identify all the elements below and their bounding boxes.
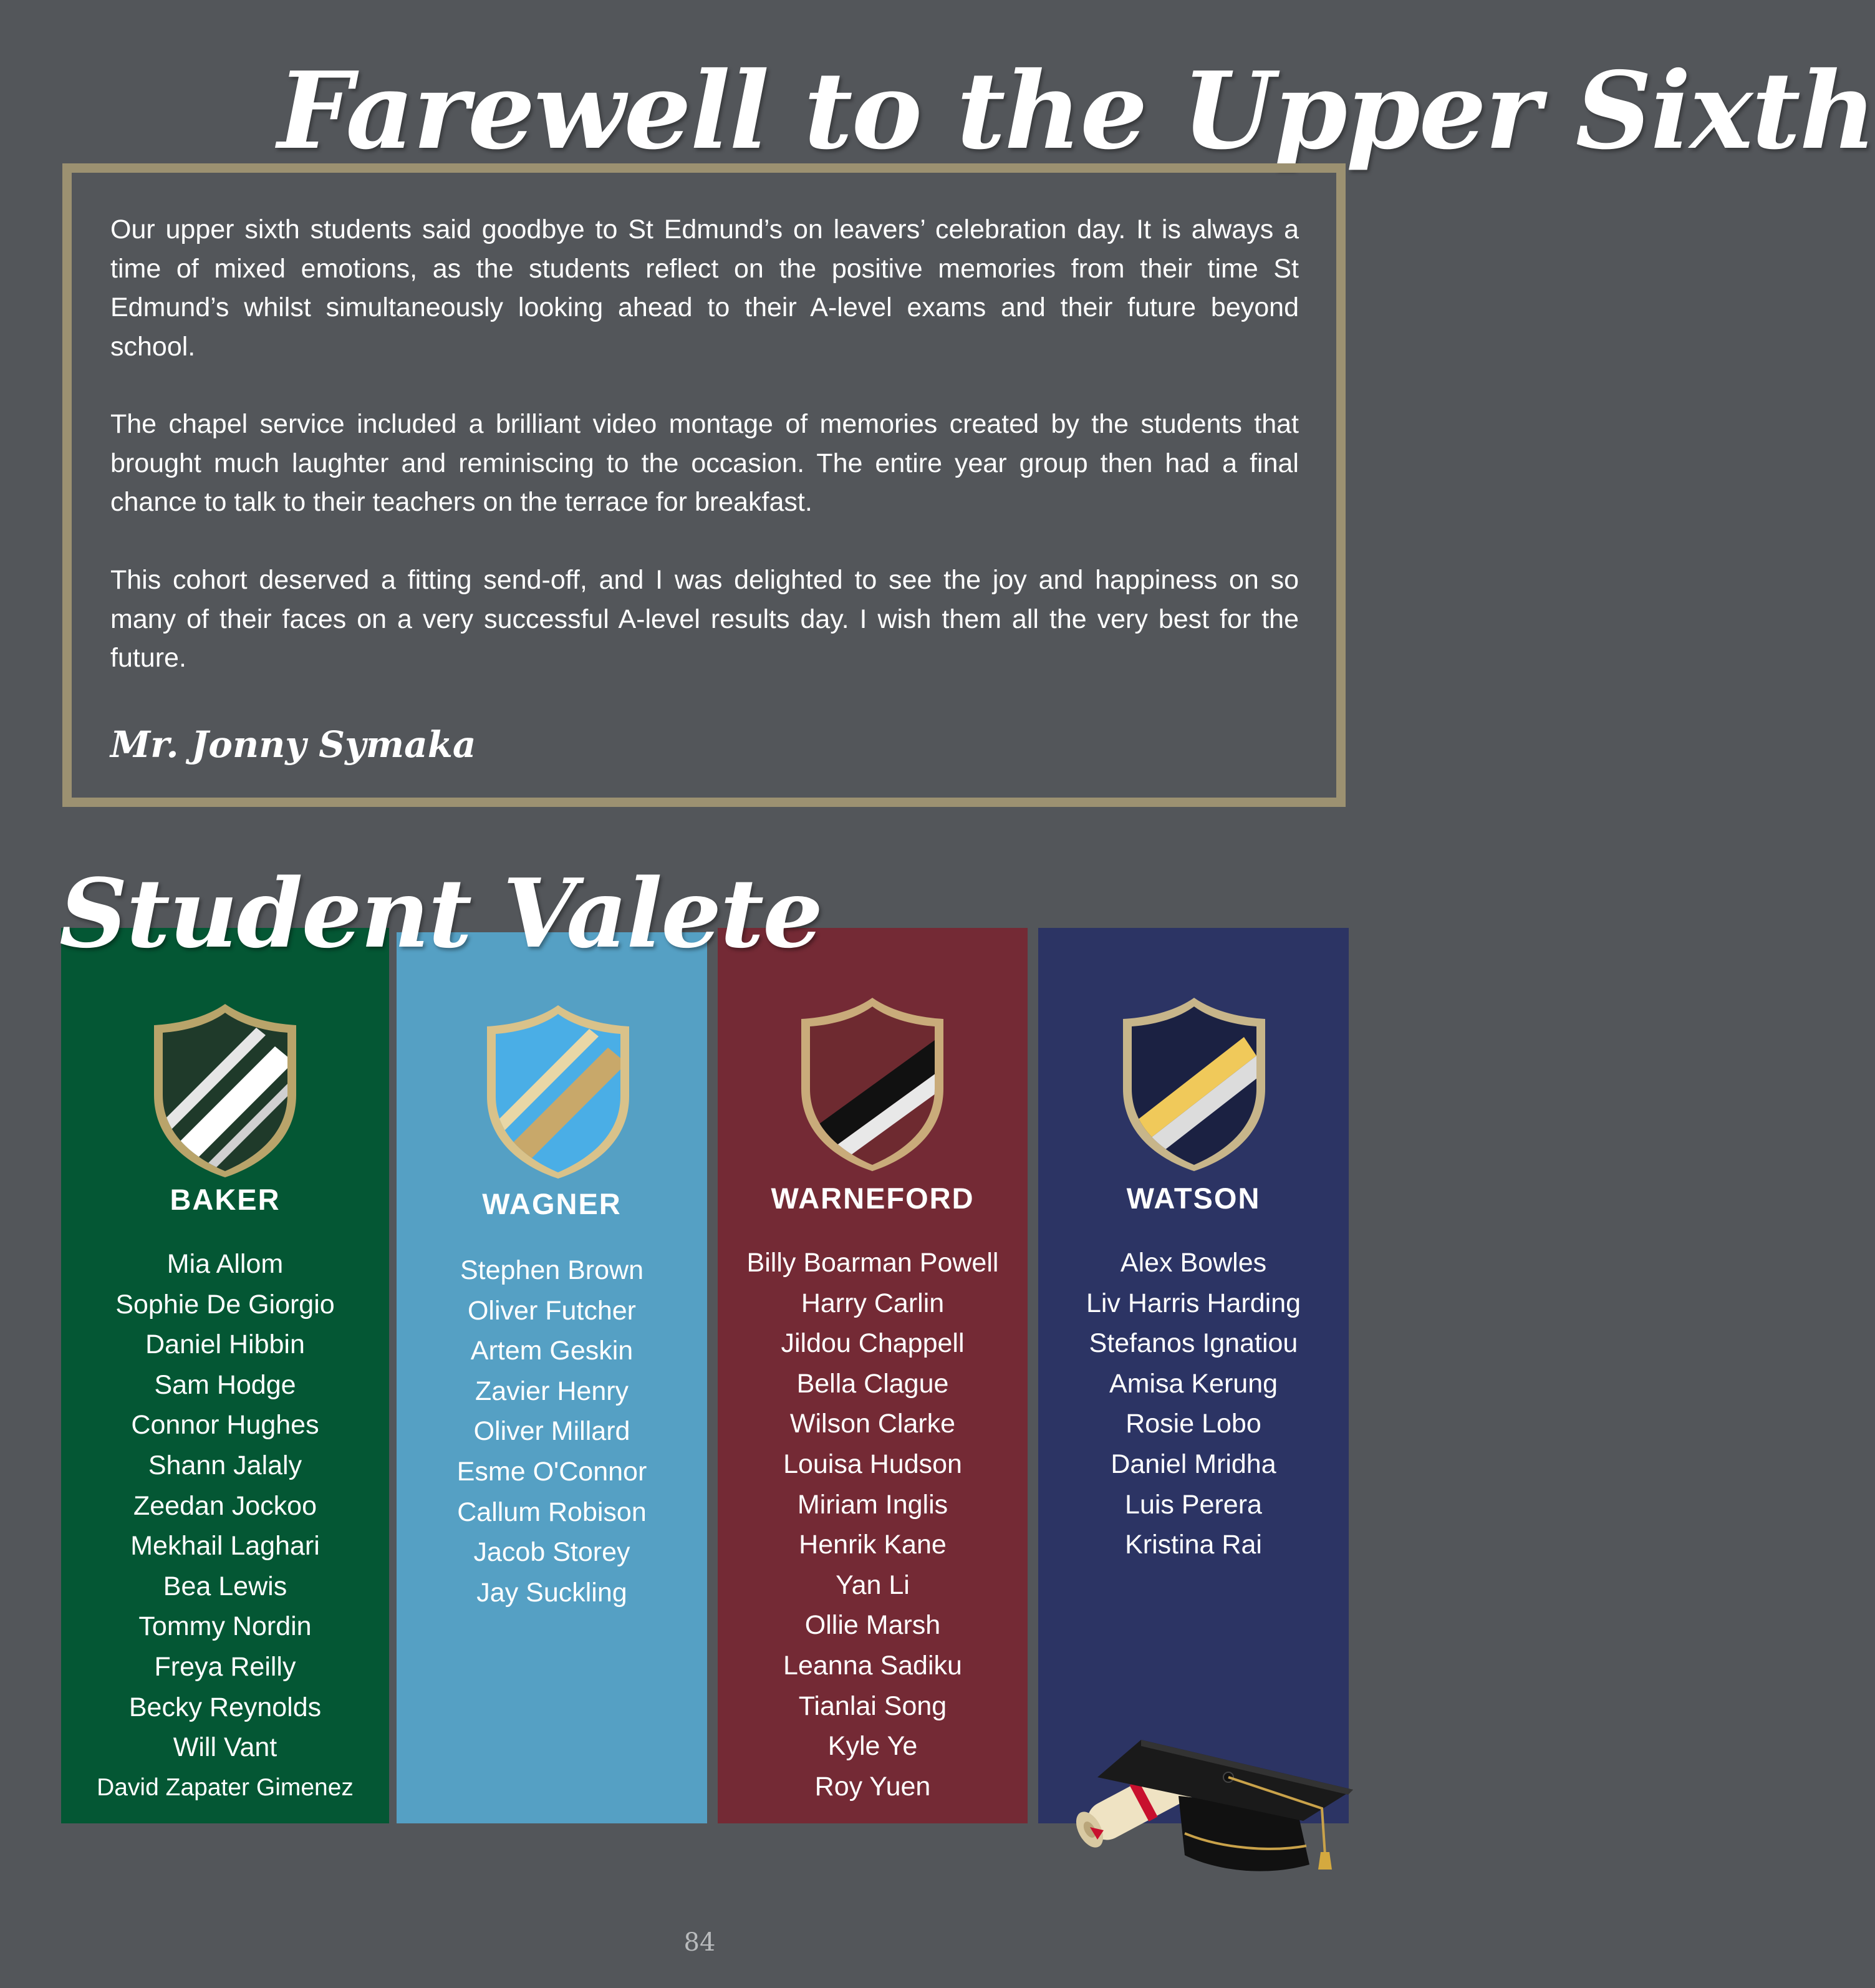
student-name: Zeedan Jockoo	[133, 1490, 317, 1521]
student-name: Connor Hughes	[131, 1410, 319, 1440]
signature: Mr. Jonny Symaka	[110, 723, 476, 766]
student-name: Jay Suckling	[476, 1577, 627, 1608]
student-name: Shann Jalaly	[148, 1450, 302, 1480]
house-name-warneford: WARNEFORD	[771, 1182, 975, 1215]
student-name: Tommy Nordin	[138, 1611, 312, 1642]
warneford-crest-icon	[798, 996, 947, 1171]
message-paragraph-2: The chapel service included a brilliant video montage of memories created by the students that brought much laughter and reminiscing to the occasion. The entire year group then had a final chance to talk to their teachers on the terrace for breakfast.	[110, 409, 1299, 517]
baker-crest-icon	[150, 1003, 300, 1177]
student-name: Tianlai Song	[798, 1691, 947, 1721]
student-name: Henrik Kane	[799, 1530, 947, 1560]
graduation-cap-icon	[1060, 1721, 1384, 1871]
house-column-warneford	[718, 928, 1028, 1823]
student-list-watson	[1038, 1243, 1349, 1565]
student-name: Amisa Kerung	[1109, 1368, 1278, 1399]
house-column-baker	[61, 928, 389, 1823]
student-name: Artem Geskin	[470, 1336, 634, 1366]
message-paragraph-3: This cohort deserved a fitting send-off, and I was delighted to see the joy and happiness on so many of their faces on a very successful A-level results day. I wish them all the very best for the future.	[110, 565, 1299, 673]
student-name: Rosie Lobo	[1125, 1409, 1261, 1439]
student-name: Jacob Storey	[473, 1537, 630, 1568]
student-name: Will Vant	[173, 1732, 277, 1763]
student-name: Sophie De Giorgio	[115, 1289, 335, 1320]
student-name: Zavier Henry	[475, 1376, 629, 1406]
student-name: David Zapater Gimenez	[97, 1773, 354, 1801]
student-name: Oliver Millard	[473, 1416, 630, 1447]
wagner-crest-icon	[483, 1004, 633, 1179]
student-name: Harry Carlin	[801, 1288, 945, 1318]
student-name: Esme O'Connor	[456, 1456, 647, 1487]
student-name: Bea Lewis	[163, 1571, 287, 1601]
valete-title: Student Valete	[59, 857, 822, 969]
student-name: Jildou Chappell	[781, 1328, 965, 1359]
student-name: Mia Allom	[166, 1249, 284, 1279]
student-name: Stephen Brown	[460, 1255, 644, 1285]
student-name: Yan Li	[836, 1570, 910, 1600]
student-name: Daniel Mridha	[1111, 1449, 1276, 1479]
watson-crest-icon	[1119, 996, 1269, 1171]
student-name: Bella Clague	[796, 1368, 949, 1399]
student-name: Billy Boarman Powell	[746, 1248, 999, 1278]
student-name: Alex Bowles	[1120, 1248, 1267, 1278]
student-name: Freya Reilly	[154, 1651, 296, 1682]
student-list-warneford	[718, 1243, 1028, 1807]
student-name: Roy Yuen	[814, 1771, 931, 1802]
message-paragraph-1: Our upper sixth students said goodbye to St Edmund’s on leavers’ celebration day. It is always a time of mixed emotions, as the students reflect on the positive memories from their time St Edmund’s whilst simultaneously looking ahead to their A-level exams and their future beyond school.	[110, 215, 1299, 362]
house-name-baker: BAKER	[170, 1183, 281, 1216]
student-list-wagner	[397, 1250, 707, 1613]
student-list-baker	[61, 1244, 389, 1808]
student-name: Liv Harris Harding	[1086, 1288, 1301, 1318]
student-name: Luis Perera	[1125, 1489, 1262, 1520]
student-name: Leanna Sadiku	[783, 1650, 962, 1681]
student-name: Oliver Futcher	[467, 1295, 636, 1326]
student-name: Becky Reynolds	[128, 1692, 322, 1722]
house-name-watson: WATSON	[1126, 1182, 1261, 1215]
student-name: Ollie Marsh	[804, 1610, 941, 1641]
student-name: Daniel Hibbin	[145, 1329, 305, 1360]
student-name: Kristina Rai	[1125, 1530, 1262, 1560]
student-name: Louisa Hudson	[783, 1449, 962, 1479]
student-name: Kyle Ye	[827, 1731, 918, 1762]
student-name: Mekhail Laghari	[130, 1531, 320, 1561]
student-name: Sam Hodge	[154, 1369, 296, 1400]
page-number: 84	[683, 1928, 716, 1957]
student-name: Stefanos Ignatiou	[1089, 1328, 1298, 1359]
house-name-wagner: WAGNER	[482, 1187, 622, 1220]
student-name: Callum Robison	[457, 1497, 647, 1527]
student-name: Wilson Clarke	[789, 1409, 956, 1439]
student-name: Miriam Inglis	[797, 1489, 948, 1520]
house-column-watson	[1038, 928, 1349, 1823]
farewell-title: Farewell to the Upper Sixth	[277, 49, 1875, 173]
house-column-wagner	[397, 932, 707, 1823]
